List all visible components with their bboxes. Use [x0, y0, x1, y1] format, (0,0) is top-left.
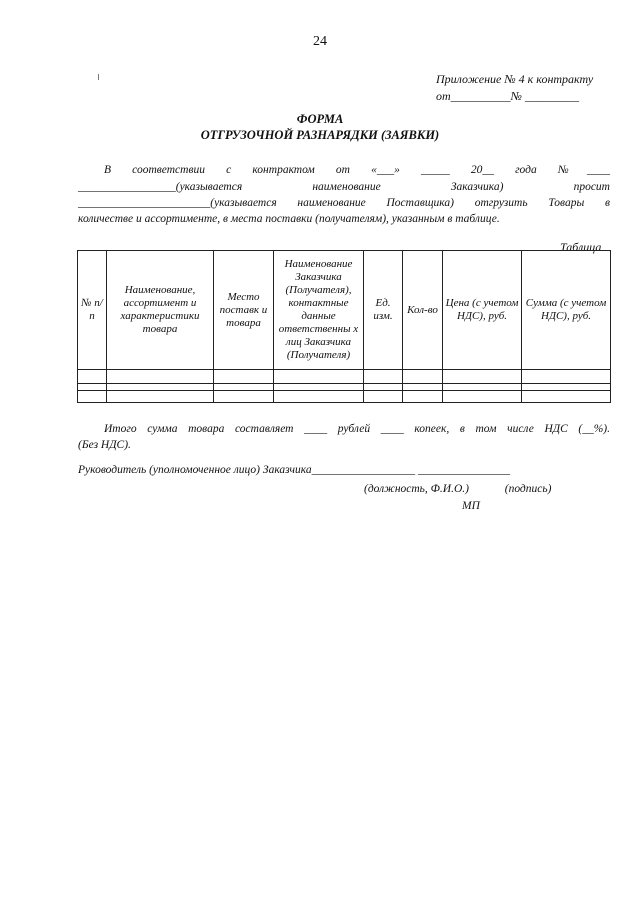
table-header-row — [78, 251, 611, 370]
page-number: 24 — [313, 34, 327, 49]
intro-line-1: В соответствии с контрактом от «___» _____ 20__ года №____ — [104, 164, 610, 176]
signature-labels — [364, 483, 551, 495]
table-row — [78, 370, 611, 384]
header-product: Наименование, ассортимент и характеристики товара — [107, 251, 214, 370]
intro-line-2: _________________(указывается наименование Заказчика) просит — [78, 181, 610, 193]
appendix-line-1: Приложение № 4 к контракту — [436, 72, 594, 86]
total-line-1: Итого сумма товара составляет ____ рублей ____ копеек, в том числе НДС (__%). — [104, 423, 610, 435]
header-sum: Сумма (с учетом НДС), руб. — [522, 251, 611, 370]
shipment-table — [77, 250, 611, 403]
table-row — [78, 384, 611, 391]
header-quantity: Кол-во — [403, 251, 443, 370]
signature-label: (подпись) — [504, 483, 552, 495]
intro-line-3: _______________________(указывается наименование Поставщика) отгрузить Товары в — [78, 197, 610, 209]
header-delivery-place: Место поставк и товара — [214, 251, 274, 370]
appendix-reference — [436, 71, 593, 105]
intro-line-4: количестве и ассортименте, в места поставки (получателям), указанным в таблице. — [78, 213, 500, 225]
total-line-2: (Без НДС). — [78, 439, 131, 451]
appendix-line-2: от__________№ _________ — [436, 89, 579, 103]
header-unit: Ед. изм. — [364, 251, 403, 370]
header-number: № п/п — [78, 251, 107, 370]
form-title: ФОРМА — [296, 112, 344, 126]
form-subtitle: ОТГРУЗОЧНОЙ РАЗНАРЯДКИ (ЗАЯВКИ) — [200, 128, 440, 142]
scan-mark — [98, 74, 99, 80]
table-caption: Таблица — [560, 240, 602, 254]
table-row — [78, 391, 611, 403]
position-label: (должность, Ф.И.О.) — [364, 483, 469, 495]
signer-line: Руководитель (уполномоченное лицо) Заказчика__________________ ________________ — [78, 464, 510, 476]
header-customer: Наименование Заказчика (Получателя), контактные данные ответственны х лиц Заказчика (Получателя) — [274, 251, 364, 370]
stamp-place: МП — [462, 500, 480, 512]
header-price: Цена (с учетом НДС), руб. — [443, 251, 522, 370]
